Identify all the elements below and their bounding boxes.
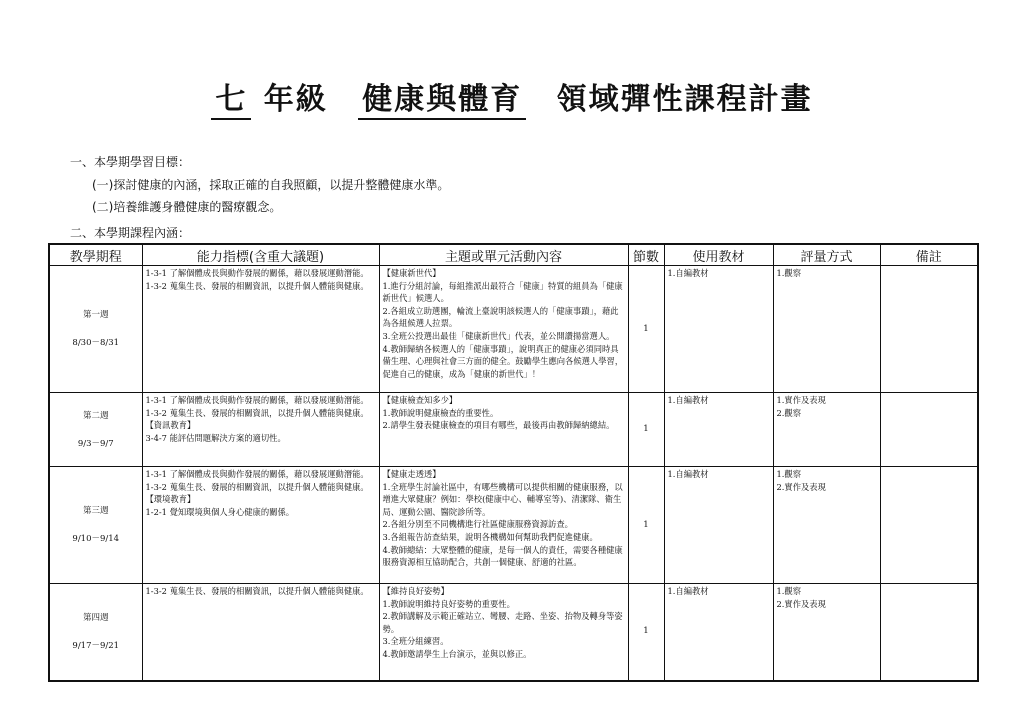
indicator-line: 1-3-2 蒐集生長、發展的相關資訊，以提升個人體能與健康。 bbox=[145, 407, 369, 418]
content-cell bbox=[379, 393, 628, 467]
assessment-line: 1.觀察 bbox=[776, 586, 802, 596]
goal-1: (一)探討健康的內涵，採取正確的自我照顧，以提升整體健康水準。 bbox=[92, 178, 450, 192]
week-label: 第四週 bbox=[82, 612, 109, 623]
content-line: 4.教師邀請學生上台演示，並與以修正。 bbox=[382, 648, 532, 659]
content-line: 1.教師說明健康檢查的重要性。 bbox=[382, 407, 499, 418]
indicators-cell bbox=[142, 584, 379, 681]
section1-heading: 一、本學期學習目標： bbox=[70, 155, 191, 169]
content-cell bbox=[379, 584, 628, 681]
period-cell bbox=[49, 266, 142, 393]
content-line: 1.進行分組討論，每組推派出最符合「健康」特質的組員為「健康新世代」候選人。 bbox=[382, 280, 623, 304]
table-row bbox=[49, 266, 978, 393]
assessment-cell bbox=[773, 584, 880, 681]
materials-cell: 1.自編教材 bbox=[664, 266, 773, 393]
assessment-cell bbox=[773, 467, 880, 584]
indicator-line: 3-4-7 能評估問題解決方案的適切性。 bbox=[145, 432, 286, 443]
week-label: 第一週 bbox=[82, 310, 109, 320]
content-line: 2.各組分別至不同機構進行社區健康服務資源訪查。 bbox=[382, 519, 573, 530]
materials-cell: 1.自編教材 bbox=[664, 584, 773, 681]
assessment-cell bbox=[773, 393, 880, 467]
indicator-line: 1-3-2 蒐集生長、發展的相關資訊，以提升個人體能與健康。 bbox=[145, 586, 369, 596]
curriculum-table bbox=[48, 243, 979, 682]
content-line: 3.全班公投選出最佳「健康新世代」代表，並公開讚揚當選人。 bbox=[382, 330, 615, 341]
week-label: 第三週 bbox=[82, 506, 109, 516]
content-line: 4.教師總結：大眾整體的健康，是每一個人的責任，需要各種健康服務資源相互協助配合，共創一個健康、舒適的社區。 bbox=[382, 544, 623, 568]
indicators-cell bbox=[142, 467, 379, 584]
assessment-line: 1.觀察 bbox=[776, 268, 802, 278]
date-range: 9/3－9/7 bbox=[77, 438, 114, 449]
content-cell bbox=[379, 266, 628, 393]
subject-value: 健康與體育 bbox=[358, 82, 526, 120]
content-line: 3.各組報告訪查結果，說明各機構如何幫助我們促進健康。 bbox=[382, 531, 598, 542]
goal-2: (二)培養維護身體健康的醫療觀念。 bbox=[92, 200, 282, 214]
period-cell bbox=[49, 393, 142, 467]
week-label: 第二週 bbox=[82, 410, 109, 421]
materials-cell: 1.自編教材 bbox=[664, 467, 773, 584]
assessment-line: 1.觀察 bbox=[776, 469, 802, 479]
table-header-row bbox=[49, 244, 978, 266]
content-line: 【健康檢查知多少】 bbox=[382, 395, 458, 405]
indicator-line: 【環境教育】 bbox=[145, 494, 196, 505]
content-line: 2.教師講解及示範正確站立、彎腰、走路、坐姿、抬物及轉身等姿勢。 bbox=[382, 611, 623, 634]
content-line: 2.請學生發表健康檢查的項目有哪些，最後再由教師歸納總結。 bbox=[382, 420, 615, 431]
assessment-line: 2.實作及表現 bbox=[776, 598, 826, 609]
grade-suffix: 年級 bbox=[263, 82, 328, 117]
assessment-line: 2.實作及表現 bbox=[776, 481, 826, 492]
title-suffix: 領域彈性課程計畫 bbox=[556, 82, 813, 117]
assessment-line: 2.觀察 bbox=[776, 407, 802, 418]
assessment-cell bbox=[773, 266, 880, 393]
column-header: 能力指標(含重大議題) bbox=[142, 244, 379, 266]
period-cell bbox=[49, 467, 142, 584]
content-line: 3.全班分組練習。 bbox=[382, 636, 449, 647]
column-header: 主題或單元活動內容 bbox=[379, 244, 628, 266]
table-row bbox=[49, 467, 978, 584]
page-title bbox=[0, 74, 1024, 120]
content-line: 【維持良好姿勢】 bbox=[382, 586, 449, 596]
date-range: 8/30－8/31 bbox=[72, 338, 120, 348]
column-header: 教學期程 bbox=[49, 244, 142, 266]
hours-cell: 1 bbox=[628, 584, 664, 681]
content-line: 1.教師說明維持良好姿勢的重要性。 bbox=[382, 598, 515, 609]
date-range: 9/10－9/14 bbox=[72, 534, 120, 544]
content-line: 【健康走透透】 bbox=[382, 469, 441, 479]
content-line: 1.全班學生討論社區中，有哪些機構可以提供相關的健康服務，以增進大眾健康？例如：學校(健康中心、輔導室等)、清潔隊、衛生局、運動公園、醫院診所等。 bbox=[382, 481, 623, 517]
indicators-cell bbox=[142, 393, 379, 467]
column-header: 備註 bbox=[880, 244, 978, 266]
column-header: 節數 bbox=[628, 244, 664, 266]
table-row bbox=[49, 584, 978, 681]
content-line: 4.教師歸納各候選人的「健康事蹟」，說明真正的健康必須同時具備生理、心理與社會三方面的健全。鼓勵學生應向各候選人學習，促進自己的健康，成為「健康的新世代」！ bbox=[382, 343, 624, 379]
hours-cell: 1 bbox=[628, 266, 664, 393]
materials-cell: 1.自編教材 bbox=[664, 393, 773, 467]
notes-cell bbox=[880, 467, 978, 584]
section2-heading: 二、本學期課程內涵： bbox=[70, 226, 191, 240]
period-cell bbox=[49, 584, 142, 681]
table-body bbox=[49, 266, 978, 681]
content-line: 2.各組成立助選團，輪流上臺說明該候選人的「健康事蹟」，藉此為各組候選人拉票。 bbox=[382, 305, 619, 329]
column-header: 評量方式 bbox=[773, 244, 880, 266]
indicator-line: 1-3-1 了解個體成長與動作發展的關係，藉以發展運動潛能。 bbox=[145, 395, 369, 405]
date-range: 9/17－9/21 bbox=[72, 640, 120, 651]
content-cell bbox=[379, 467, 628, 584]
hours-cell: 1 bbox=[628, 467, 664, 584]
indicator-line: 1-3-2 蒐集生長、發展的相關資訊，以提升個人體能與健康。 bbox=[145, 481, 369, 492]
hours-cell: 1 bbox=[628, 393, 664, 467]
indicator-line: 【資訊教育】 bbox=[145, 420, 196, 431]
notes-cell bbox=[880, 266, 978, 393]
assessment-line: 1.實作及表現 bbox=[776, 395, 826, 405]
indicator-line: 1-3-1 了解個體成長與動作發展的關係，藉以發展運動潛能。 bbox=[145, 268, 369, 278]
indicator-line: 1-2-1 覺知環境與個人身心健康的關係。 bbox=[145, 506, 295, 517]
content-line: 【健康新世代】 bbox=[382, 268, 441, 278]
column-header: 使用教材 bbox=[664, 244, 773, 266]
indicators-cell bbox=[142, 266, 379, 393]
indicator-line: 1-3-1 了解個體成長與動作發展的關係，藉以發展運動潛能。 bbox=[145, 469, 369, 479]
notes-cell bbox=[880, 584, 978, 681]
grade-value: 七 bbox=[211, 82, 251, 120]
table-row bbox=[49, 393, 978, 467]
indicator-line: 1-3-2 蒐集生長、發展的相關資訊，以提升個人體能與健康。 bbox=[145, 280, 369, 291]
notes-cell bbox=[880, 393, 978, 467]
